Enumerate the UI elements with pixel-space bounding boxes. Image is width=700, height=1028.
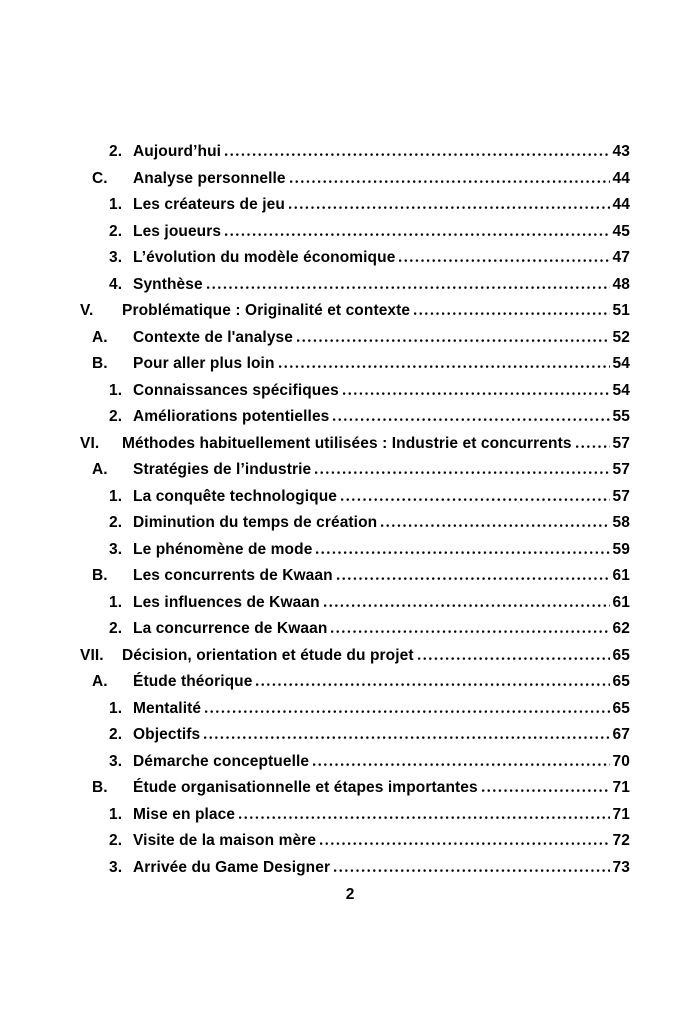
dot-leader [279, 365, 610, 368]
dot-leader [381, 524, 609, 527]
toc-entry [80, 170, 630, 197]
toc-entry-label: Les concurrents de Kwaan [133, 567, 333, 584]
toc-entry-page: 71 [612, 805, 630, 823]
dot-leader [331, 630, 609, 633]
toc-entry [80, 488, 630, 515]
toc-entry-page: 44 [612, 169, 630, 187]
toc-entry-label: Mise en place [133, 805, 236, 823]
toc-entry-page: 65 [612, 699, 630, 717]
toc-entry [80, 143, 630, 170]
dot-leader [337, 577, 610, 580]
dot-leader [297, 339, 610, 342]
toc-entry [80, 779, 630, 806]
toc-entry-label: Pour aller plus loin [133, 355, 275, 372]
toc-entry-label: Étude théorique [133, 673, 253, 690]
toc-entry-page: 51 [612, 302, 630, 319]
toc-entry-marker: A. [92, 328, 108, 346]
toc-entry-marker: B. [92, 355, 108, 372]
toc-entry-label: Stratégies de l’industrie [133, 461, 312, 478]
page-number: 2 [345, 886, 355, 903]
toc-entry [80, 620, 630, 647]
toc-entry [80, 461, 630, 488]
toc-entry-label: Les influences de Kwaan [133, 593, 320, 611]
dot-leader [207, 286, 610, 289]
dot-leader [324, 604, 610, 607]
dot-leader [289, 206, 610, 209]
toc-entry-page: 57 [612, 461, 630, 478]
dot-leader [204, 736, 609, 739]
dot-leader [313, 763, 609, 766]
toc-entry-label: Aujourd’hui [133, 143, 222, 160]
toc-entry-marker: 2. [109, 832, 123, 849]
toc-entry-marker: 1. [109, 593, 123, 611]
toc-entry-label: L’évolution du modèle économique [133, 249, 396, 266]
toc-entry-marker: C. [92, 169, 108, 187]
dot-leader [334, 869, 609, 872]
toc-entry-marker: 2. [109, 620, 123, 637]
toc-entry-page: 44 [612, 196, 630, 213]
toc-entry-marker: 1. [109, 196, 123, 213]
toc-entry-marker: 2. [109, 726, 123, 743]
toc-entry-label: La conquête technologique [133, 487, 338, 505]
toc-entry-label: Les joueurs [133, 222, 222, 240]
toc-entry-page: 58 [612, 514, 630, 531]
toc-entry [80, 567, 630, 594]
dot-leader [418, 657, 610, 660]
dot-leader [414, 312, 609, 315]
toc-entry-page: 47 [612, 249, 630, 266]
toc-entry-label: Mentalité [133, 699, 202, 717]
dot-leader [315, 471, 609, 474]
toc-entry-page: 43 [612, 143, 630, 160]
toc-entry-page: 48 [612, 275, 630, 293]
dot-leader [205, 710, 609, 713]
toc-entry-marker: 1. [109, 699, 123, 717]
toc-entry-page: 61 [612, 567, 630, 584]
toc-entry-label: Le phénomène de mode [133, 540, 313, 558]
toc-entry [80, 832, 630, 859]
toc-entry [80, 302, 630, 329]
page-footer [0, 886, 700, 904]
toc-entry-page: 54 [612, 355, 630, 372]
toc-entry-label: Arrivée du Game Designer [133, 858, 331, 876]
toc-entry-marker: 3. [109, 858, 123, 876]
toc-entry-marker: 3. [109, 249, 123, 266]
dot-leader [290, 180, 610, 183]
toc-entry-marker: A. [92, 461, 108, 478]
toc-entry-page: 62 [612, 620, 630, 637]
toc-entry-marker: 3. [109, 752, 123, 770]
toc-entry-label: Décision, orientation et étude du projet [122, 646, 414, 664]
toc-entry [80, 514, 630, 541]
toc-entry [80, 673, 630, 700]
toc-entry-marker: 2. [109, 514, 123, 531]
dot-leader [576, 445, 610, 448]
toc-entry-page: 71 [612, 779, 630, 796]
toc-entry-marker: 4. [109, 275, 123, 293]
toc-entry-page: 54 [612, 381, 630, 399]
toc-entry-label: Étude organisationnelle et étapes importantes [133, 779, 478, 796]
toc-entry-page: 70 [612, 752, 630, 770]
toc-entry-marker: 2. [109, 222, 123, 240]
toc-entry-page: 67 [612, 726, 630, 743]
toc-entry-page: 55 [612, 408, 630, 425]
toc-entry [80, 196, 630, 223]
dot-leader [256, 683, 609, 686]
toc-entry-page: 52 [612, 328, 630, 346]
toc-entry-label: Diminution du temps de création [133, 514, 378, 531]
toc-entry-label: Problématique : Originalité et contexte [122, 302, 411, 319]
dot-leader [225, 153, 609, 156]
toc-entry [80, 408, 630, 435]
toc-entry [80, 223, 630, 250]
toc-entry-label: Démarche conceptuelle [133, 752, 310, 770]
toc-entry [80, 435, 630, 462]
dot-leader [399, 259, 609, 262]
toc-entry-marker: 1. [109, 381, 123, 399]
toc-entry [80, 355, 630, 382]
toc-entry-page: 73 [612, 858, 630, 876]
toc-entry-marker: 1. [109, 487, 123, 505]
toc-entry [80, 753, 630, 780]
toc-entry-marker: V. [80, 302, 94, 319]
toc-entry [80, 594, 630, 621]
toc-entry-marker: B. [92, 779, 108, 796]
toc-entry-page: 57 [612, 434, 630, 452]
toc-entry-page: 59 [612, 540, 630, 558]
toc-entry-page: 65 [612, 673, 630, 690]
dot-leader [341, 498, 610, 501]
toc-entry [80, 806, 630, 833]
toc-entry-marker: 3. [109, 540, 123, 558]
toc-entry-label: Améliorations potentielles [133, 408, 330, 425]
dot-leader [482, 789, 610, 792]
toc-entry [80, 329, 630, 356]
toc-entry-marker: 2. [109, 143, 123, 160]
toc-entry [80, 647, 630, 674]
toc-entry-label: Connaissances spécifiques [133, 381, 339, 399]
toc-entry-label: Synthèse [133, 275, 203, 293]
toc-entry-label: Les créateurs de jeu [133, 196, 285, 213]
toc-entry [80, 700, 630, 727]
dot-leader [320, 842, 610, 845]
toc-entry-marker: 2. [109, 408, 123, 425]
toc-entry [80, 249, 630, 276]
dot-leader [343, 392, 610, 395]
toc-entry-page: 61 [612, 593, 630, 611]
toc-entry-label: Objectifs [133, 726, 201, 743]
toc-entry-marker: VII. [80, 646, 104, 664]
toc-entry-marker: VI. [80, 434, 100, 452]
toc-entry-page: 65 [612, 646, 630, 664]
toc-entry [80, 859, 630, 886]
toc-entry-label: Analyse personnelle [133, 169, 286, 187]
toc-entry-marker: 1. [109, 805, 123, 823]
dot-leader [333, 418, 609, 421]
toc-entry-page: 57 [612, 487, 630, 505]
toc-entry [80, 541, 630, 568]
toc-entry-marker: B. [92, 567, 108, 584]
dot-leader [239, 816, 609, 819]
toc-entry [80, 726, 630, 753]
toc-entry [80, 276, 630, 303]
toc-entry-label: La concurrence de Kwaan [133, 620, 328, 637]
dot-leader [316, 551, 609, 554]
toc-entry [80, 382, 630, 409]
toc-entry-page: 45 [612, 222, 630, 240]
toc-entry-label: Visite de la maison mère [133, 832, 317, 849]
dot-leader [225, 233, 609, 236]
toc-entry-page: 72 [612, 832, 630, 849]
toc-entry-label: Méthodes habituellement utilisées : Industrie et concurrents [122, 434, 572, 452]
toc-entry-marker: A. [92, 673, 108, 690]
toc-entry-label: Contexte de l'analyse [133, 328, 293, 346]
table-of-contents [80, 143, 630, 885]
